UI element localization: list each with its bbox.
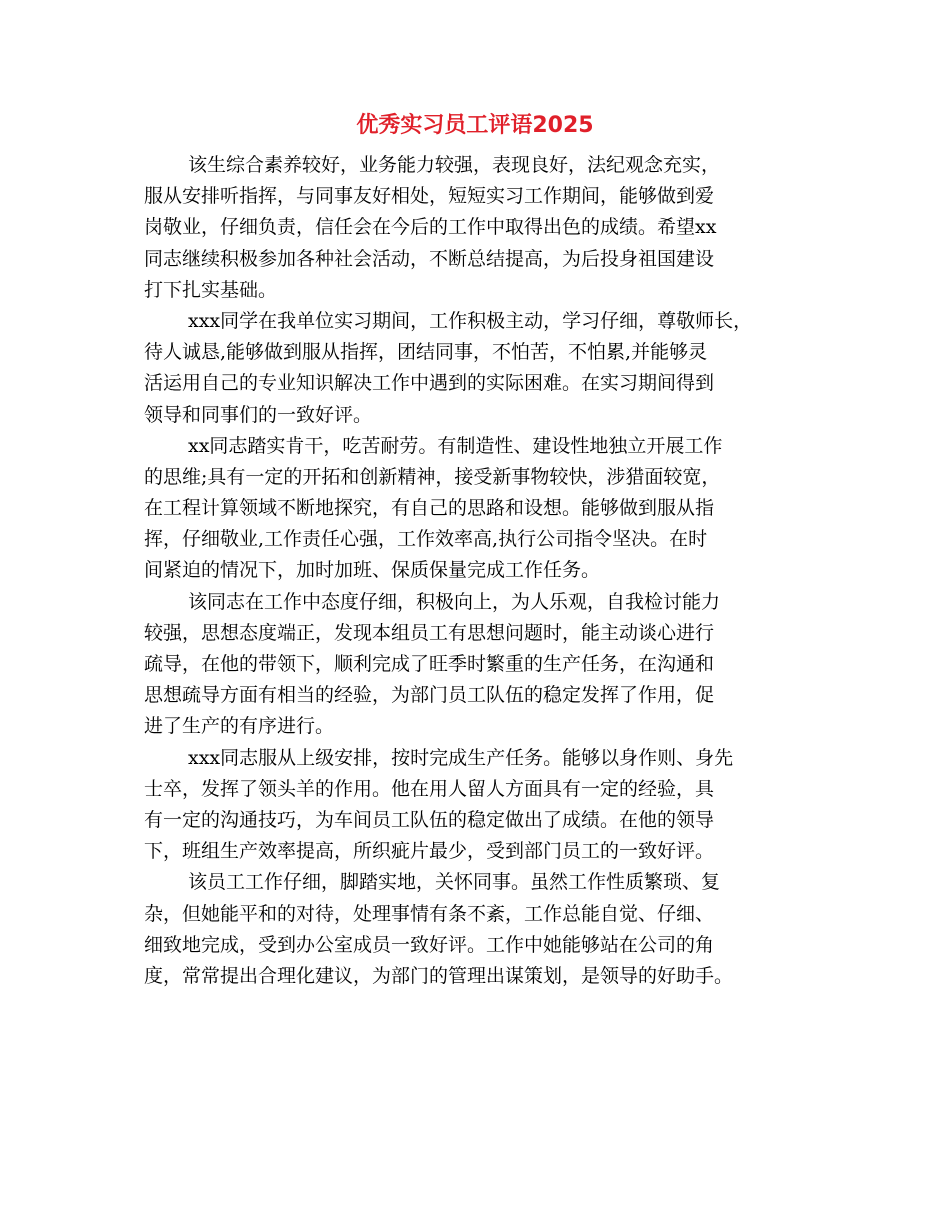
paragraph: [144, 587, 824, 743]
paragraph-line: 该员工工作仔细，脚踏实地，关怀同事。虽然工作性质繁琐、复: [188, 871, 721, 894]
paragraph-line: 进了生产的有序进行。: [144, 715, 335, 738]
paragraph-line: 在工程计算领域不断地探究，有自己的思路和设想。能够做到服从指: [144, 497, 715, 520]
paragraph-line: 待人诚恳,能够做到服从指挥，团结同事，不怕苦，不怕累,并能够灵: [144, 341, 708, 364]
paragraph-line: 该同志在工作中态度仔细，积极向上，为人乐观，自我检讨能力: [188, 590, 721, 613]
page-title: 优秀实习员工评语2025: [356, 113, 594, 138]
paragraph-line: 间紧迫的情况下，加时加班、保质保量完成工作任务。: [144, 559, 601, 582]
paragraph-line: 活运用自己的专业知识解决工作中遇到的实际困难。在实习期间得到: [144, 372, 715, 395]
paragraph: [144, 867, 824, 992]
paragraph-line: 度，常常提出合理化建议，为部门的管理出谋策划，是领导的好助手。: [144, 964, 734, 987]
paragraph-line: xxx同志服从上级安排，按时完成生产任务。能够以身作则、身先: [188, 746, 734, 769]
paragraph-line: 打下扎实基础。: [144, 278, 278, 301]
paragraph: [144, 743, 824, 868]
paragraph-line: 思想疏导方面有相当的经验，为部门员工队伍的稳定发挥了作用，促: [144, 684, 715, 707]
paragraph-line: 疏导，在他的带领下，顺利完成了旺季时繁重的生产任务，在沟通和: [144, 653, 715, 675]
paragraph-line: 有一定的沟通技巧，为车间员工队伍的稳定做出了成绩。在他的领导: [144, 808, 715, 831]
paragraph: [144, 431, 824, 587]
paragraph-line: 士卒，发挥了领头羊的作用。他在用人留人方面具有一定的经验，具: [144, 777, 715, 800]
document-body: [144, 150, 824, 992]
paragraph-line: 挥，仔细敬业,工作责任心强，工作效率高,执行公司指令坚决。在时: [144, 528, 708, 551]
paragraph-line: 较强，思想态度端正，发现本组员工有思想问题时，能主动谈心进行: [144, 621, 715, 644]
paragraph-line: 细致地完成，受到办公室成员一致好评。工作中她能够站在公司的角: [144, 933, 715, 956]
paragraph-line: 同志继续积极参加各种社会活动，不断总结提高，为后投身祖国建设: [144, 247, 715, 270]
paragraph-line: 领导和同事们的一致好评。: [144, 403, 373, 426]
paragraph-line: 该生综合素养较好，业务能力较强，表现良好，法纪观念充实，: [188, 154, 721, 176]
paragraph-line: 的思维;具有一定的开拓和创新精神，接受新事物较快，涉猎面较宽，: [144, 465, 721, 488]
paragraph-line: 服从安排听指挥，与同事友好相处，短短实习工作期间，能够做到爱: [144, 185, 715, 208]
paragraph-line: xxx同学在我单位实习期间，工作积极主动，学习仔细，尊敬师长，: [188, 309, 753, 332]
paragraph-line: 杂，但她能平和的对待，处理事情有条不紊，工作总能自觉、仔细、: [144, 902, 715, 925]
paragraph: [144, 150, 824, 306]
paragraph: [144, 306, 824, 431]
paragraph-line: 下，班组生产效率提高，所织疵片最少，受到部门员工的一致好评。: [144, 840, 715, 863]
paragraph-line: 岗敬业，仔细负责，信任会在今后的工作中取得出色的成绩。希望xx: [144, 216, 717, 239]
paragraph-line: xx同志踏实肯干，吃苦耐劳。有制造性、建设性地独立开展工作: [188, 434, 723, 457]
